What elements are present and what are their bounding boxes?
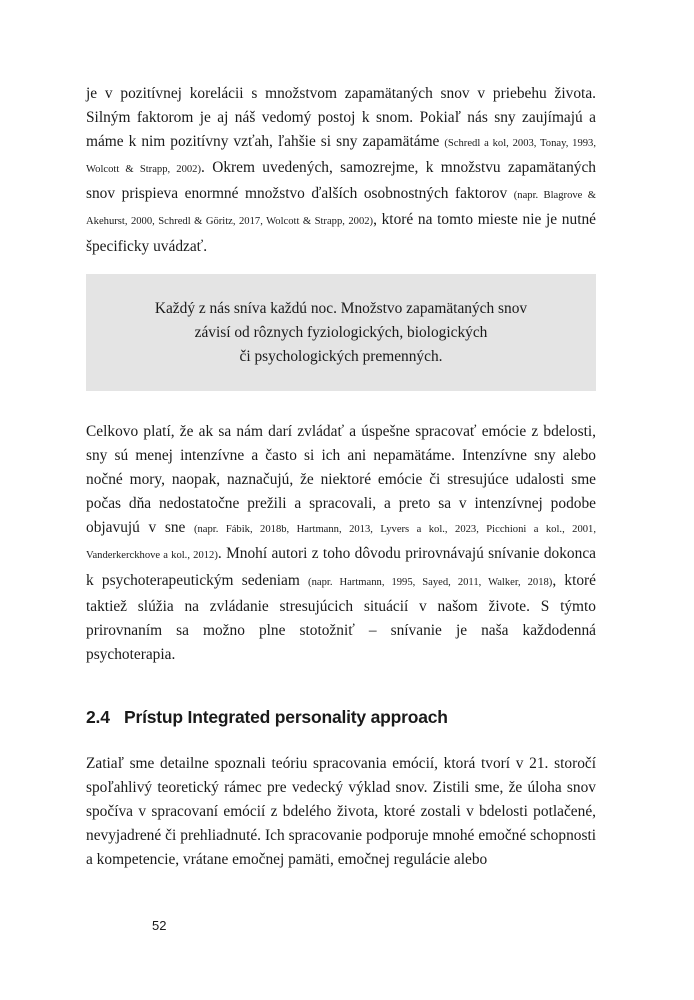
paragraph-text: je v pozitívnej korelácii s množstvom zapamätaných snov v priebehu života. Silným faktorom je aj náš vedomý postoj k snom. Pokiaľ nás sny zaujímajú a máme k nim pozitívny vzťah, ľahšie si sny zapamätáme bbox=[86, 85, 596, 151]
highlight-line: závisí od rôznych fyziologických, biologických bbox=[194, 324, 488, 341]
body-paragraph-2 bbox=[86, 420, 596, 667]
paragraph-text: Celkovo platí, že ak sa nám darí zvládať a úspešne spracovať emócie z bdelosti, sny sú menej intenzívne a často si ich ani nepamätáme. Intenzívne sny alebo nočné mory, naopak, naznačujú, že niektoré emócie či stresujúce udalosti sme počas dňa nedostatočne prežili a spracovali, a preto sa v intenzívnej podobe objavujú v sne bbox=[86, 423, 596, 537]
section-heading bbox=[86, 707, 448, 728]
highlight-line: či psychologických premenných. bbox=[239, 348, 443, 365]
page-number: 52 bbox=[152, 918, 167, 933]
section-number: 2.4 bbox=[86, 707, 110, 727]
highlight-box bbox=[86, 274, 596, 391]
body-paragraph-3: Zatiaľ sme detailne spoznali teóriu spracovania emócií, ktorá tvorí v 21. storočí spoľahlivý teoretický rámec pre vedecký výklad snov. Zistili sme, že úloha snov spočíva v spracovaní emócií z bdelého života, ktoré zostali v bdelosti potlačené, nevyjadrené či prehliadnuté. Ich spracovanie podporuje mnohé emočné schopnosti a kompetencie, vrátane emočnej pamäti, emočnej regulácie alebo bbox=[86, 755, 596, 869]
paragraph-text: , ktoré na tomto mieste nie je nutné špecificky uvádzať. bbox=[86, 211, 596, 255]
paragraph-text: , ktoré taktiež slúžia na zvládanie stresujúcich situácií v našom živote. S týmto prirovnaním sa možno plne stotožniť – snívanie je naša každodenná psychoterapia. bbox=[86, 571, 596, 663]
citation: (Schredl a kol, 2003, Tonay, 1993, Wolcott & Strapp, 2002) bbox=[86, 138, 596, 176]
section-title: Prístup Integrated personality approach bbox=[124, 707, 448, 727]
paragraph-text: . Mnohí autori z toho dôvodu prirovnávajú snívanie dokonca k psychoterapeutickým sedeniam bbox=[86, 545, 596, 589]
body-paragraph-1 bbox=[86, 82, 596, 259]
highlight-text bbox=[86, 297, 596, 369]
citation: (napr. Fábik, 2018b, Hartmann, 2013, Lyvers a kol., 2023, Picchioni a kol., 2001, Vanderkerckhove a kol., 2012) bbox=[86, 524, 596, 562]
highlight-line: Každý z nás sníva každú noc. Množstvo zapamätaných snov bbox=[154, 300, 528, 317]
paragraph-text: . Okrem uvedených, samozrejme, k množstvu zapamätaných snov prispieva enormné množstvo ďalších osobnostných faktorov bbox=[86, 159, 597, 203]
citation: (napr. Hartmann, 1995, Sayed, 2011, Walker, 2018) bbox=[308, 576, 553, 588]
citation: (napr. Blagrove & Akehurst, 2000, Schredl & Göritz, 2017, Wolcott & Strapp, 2002) bbox=[86, 190, 596, 228]
